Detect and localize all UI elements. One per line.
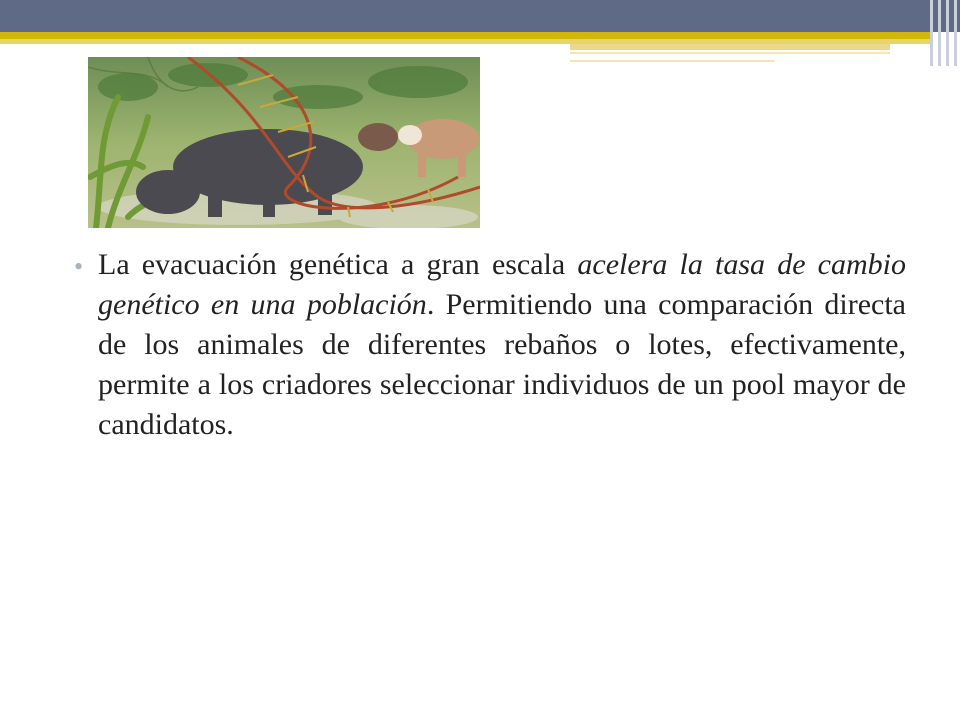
header-band: [0, 0, 960, 32]
paragraph-italic: acelera la tasa de cambio genético en una población: [98, 248, 906, 321]
bullet-icon: •: [74, 252, 84, 281]
accent-line-thin: [570, 52, 890, 54]
slide-paragraph: [98, 245, 906, 445]
dna-livestock-image: [88, 57, 480, 228]
paragraph-text-1: La evacuación genética a gran escala: [98, 248, 578, 281]
gold-accent-bar: [0, 32, 930, 39]
accent-line-short: [570, 60, 775, 62]
slide-body: [74, 245, 906, 445]
paragraph-text-2: . Permitiendo una comparación directa de los animales de diferentes rebaños o lotes, efectivamente, permite a los criadores seleccionar individuos de un pool mayor de candidatos.: [98, 288, 906, 441]
accent-line: [570, 44, 890, 50]
